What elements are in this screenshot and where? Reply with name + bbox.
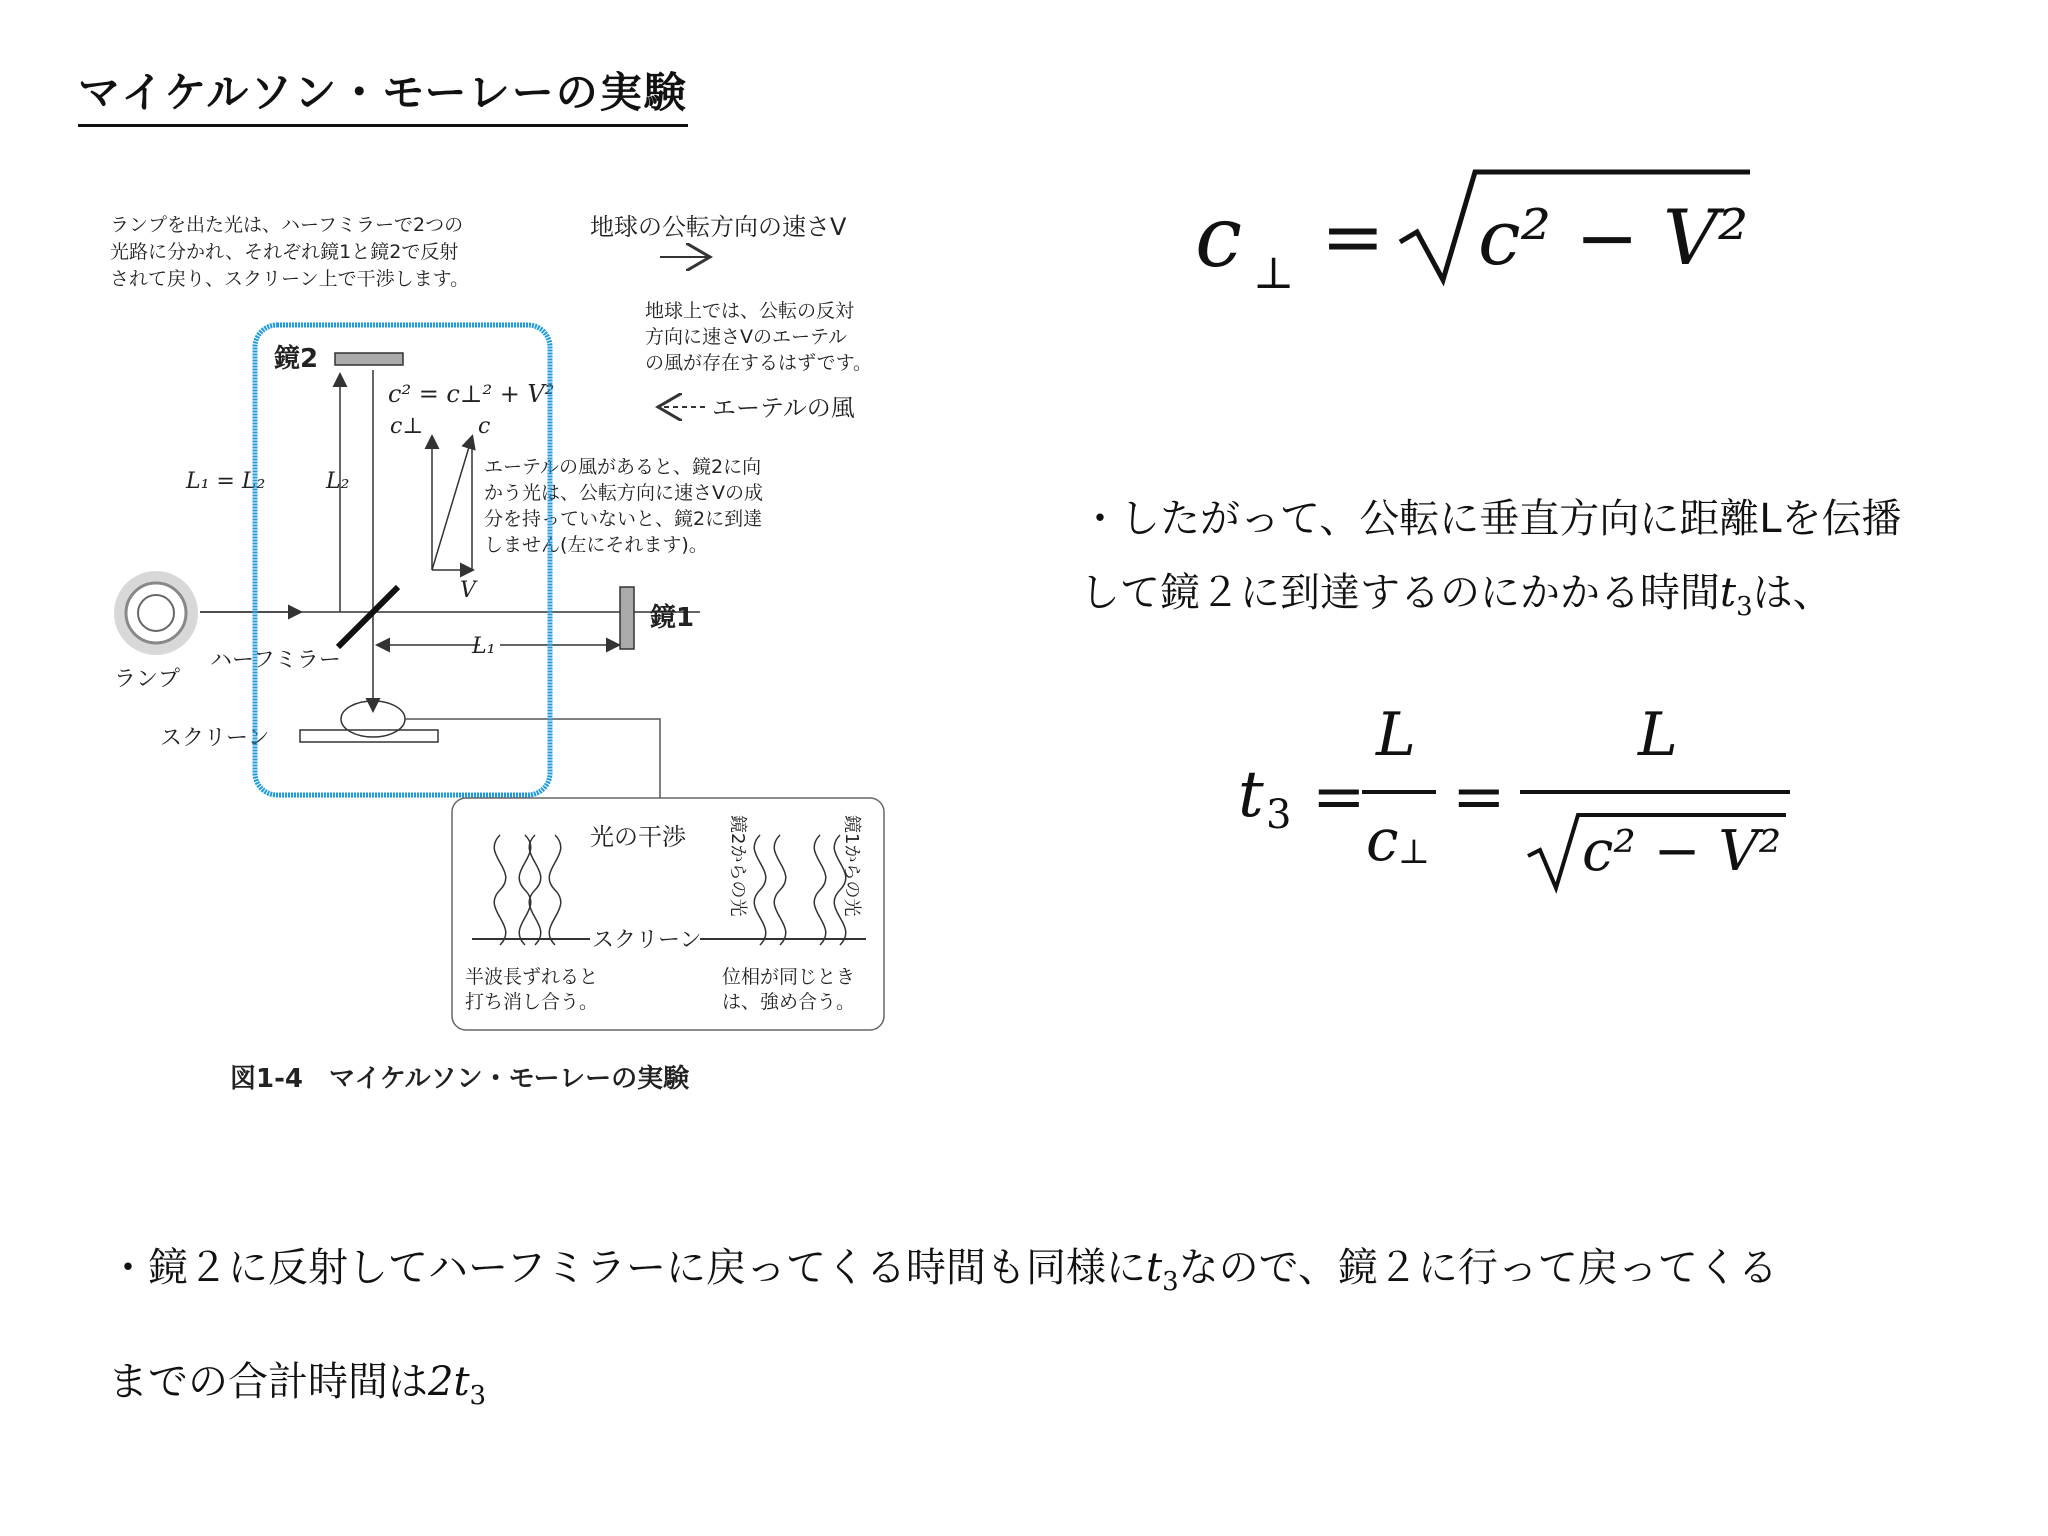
inset-screen-label: スクリーン bbox=[592, 928, 702, 953]
paragraph-2 bbox=[108, 1218, 1778, 1446]
formula-1-radical bbox=[1195, 160, 1755, 290]
formula-2-lhs-sub: 3 bbox=[1266, 792, 1292, 838]
half-mirror-label: ハーフミラー bbox=[210, 648, 341, 673]
ether-note-3: の風が存在するはずです。 bbox=[645, 352, 873, 374]
earth-speed-label: 地球の公転方向の速さV bbox=[590, 213, 847, 241]
v-label: V bbox=[460, 578, 476, 603]
formula-1-radicand: c² − V² bbox=[1478, 193, 1749, 282]
mirror1-label: 鏡1 bbox=[650, 603, 695, 633]
half-mirror bbox=[338, 587, 398, 647]
wind-effect-3: 分を持っていないと、鏡2に到達 bbox=[484, 508, 763, 530]
screen bbox=[300, 730, 438, 742]
c-label: c bbox=[478, 414, 491, 439]
wind-effect-1: エーテルの風があると、鏡2に向 bbox=[484, 456, 762, 478]
formula-1-lhs: c bbox=[1195, 188, 1243, 286]
figure-caption: 図1-4 マイケルソン・モーレーの実験 bbox=[230, 1064, 690, 1094]
paragraph-1-var: $t_3$ bbox=[1720, 570, 1753, 622]
mirror2 bbox=[335, 353, 403, 365]
paragraph-2-line-2-pre: までの合計時間は bbox=[108, 1359, 428, 1405]
formula-2-equals-2: = bbox=[1452, 760, 1506, 834]
formula-2-radicand: c² − V² bbox=[1582, 819, 1782, 884]
interference-label: 光の干渉 bbox=[590, 823, 686, 851]
screen-label: スクリーン bbox=[160, 726, 270, 751]
paragraph-1-line-1: ・したがって、公転に垂直方向に距離Lを伝播 bbox=[1080, 496, 1902, 542]
paragraph-2-line-1 bbox=[108, 1218, 1778, 1332]
wind-effect-4: しません(左にそれます)。 bbox=[484, 534, 708, 556]
equal-length-label: L₁ = L₂ bbox=[186, 469, 266, 494]
wind-effect-2: かう光は、公転方向に速さVの成 bbox=[484, 482, 763, 504]
michelson-morley-figure bbox=[100, 195, 900, 1115]
formula-c-perp bbox=[1195, 160, 1755, 299]
vector-relation: c² = c⊥² + V² bbox=[388, 380, 555, 408]
inset-right-caption-2: は、強め合う。 bbox=[722, 991, 856, 1013]
paragraph-2-line-1-pre: ・鏡２に反射してハーフミラーに戻ってくる時間も同様に bbox=[108, 1245, 1146, 1291]
formula-2-equals-1: = bbox=[1312, 760, 1366, 834]
formula-1-lhs-sub: ⊥ bbox=[1253, 248, 1295, 299]
inset-connector bbox=[405, 719, 660, 798]
paragraph-1 bbox=[1080, 482, 1902, 644]
l2-label: L₂ bbox=[326, 469, 350, 494]
formula-2-fraction-bars bbox=[1238, 700, 1798, 900]
paragraph-2-line-1-post: なので、鏡２に行って戻ってくる bbox=[1178, 1245, 1778, 1291]
lamp-label: ランプ bbox=[114, 667, 181, 692]
lamp-icon bbox=[114, 571, 198, 655]
from-mirror1-label: 鏡1からの光 bbox=[841, 815, 862, 917]
formula-2-den: c bbox=[1366, 806, 1399, 874]
intro-line-3: されて戻り、スクリーン上で干渉します。 bbox=[110, 268, 470, 290]
ether-note-1: 地球上では、公転の反対 bbox=[645, 300, 855, 322]
paragraph-2-total: $2t_3$ bbox=[428, 1359, 487, 1411]
formula-2-num-2: L bbox=[1638, 700, 1678, 770]
inset-left-caption-2: 打ち消し合う。 bbox=[465, 991, 599, 1013]
formula-t3 bbox=[1238, 700, 1798, 900]
paragraph-1-line-2-post: は、 bbox=[1752, 570, 1833, 616]
intro-line-1: ランプを出た光は、ハーフミラーで2つの bbox=[110, 214, 464, 236]
paragraph-2-var: $t_3$ bbox=[1146, 1245, 1179, 1297]
ether-wind-label: エーテルの風 bbox=[712, 394, 855, 422]
paragraph-1-line-2-pre: して鏡２に到達するのにかかる時間 bbox=[1080, 570, 1720, 616]
paragraph-1-line-2 bbox=[1080, 556, 1902, 644]
mirror1 bbox=[620, 587, 634, 649]
inset-left-caption-1: 半波長ずれると bbox=[465, 966, 599, 988]
formula-2-num-1: L bbox=[1376, 700, 1416, 770]
from-mirror2-label: 鏡2からの光 bbox=[727, 815, 748, 917]
l1-label: L₁ bbox=[472, 634, 496, 659]
formula-2-lhs: t bbox=[1238, 758, 1264, 832]
intro-line-2: 光路に分かれ、それぞれ鏡1と鏡2で反射 bbox=[110, 241, 459, 263]
ether-note-2: 方向に速さVのエーテル bbox=[645, 326, 848, 348]
formula-2-den-sub: ⊥ bbox=[1398, 832, 1430, 872]
c-perp-label: c⊥ bbox=[390, 414, 424, 439]
page-title: マイケルソン・モーレーの実験 bbox=[78, 60, 688, 127]
formula-1-equals: = bbox=[1321, 192, 1385, 281]
inset-right-caption-1: 位相が同じとき bbox=[722, 966, 856, 988]
c-vector bbox=[432, 437, 472, 570]
paragraph-2-line-2 bbox=[108, 1332, 1778, 1446]
mirror2-label: 鏡2 bbox=[274, 344, 319, 374]
